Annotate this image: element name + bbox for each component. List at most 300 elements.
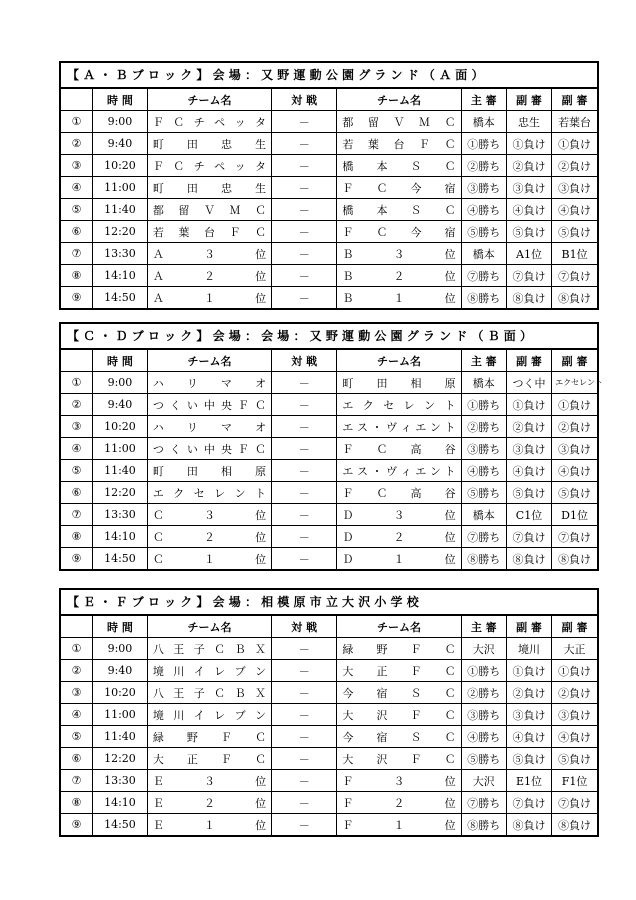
home-team-label: 町 田 忠 生 — [152, 181, 267, 195]
home-team — [147, 243, 271, 265]
match-time: 11:40 — [93, 199, 148, 221]
versus-dash: － — [272, 243, 337, 265]
home-team-label: Ａ ３ 位 — [152, 247, 267, 261]
table-row — [61, 660, 597, 682]
sub-referee-1: ②負け — [506, 682, 551, 704]
away-team — [337, 792, 461, 814]
sub-referee-2: ②負け — [552, 155, 597, 177]
home-team — [147, 526, 271, 548]
home-team-label: 町 田 相 原 — [152, 464, 267, 478]
match-number: ⑧ — [61, 792, 93, 814]
table-row — [61, 526, 597, 548]
home-team — [147, 416, 271, 438]
sub-referee-1: C1位 — [506, 504, 551, 526]
versus-dash: － — [272, 416, 337, 438]
header-no — [61, 89, 93, 111]
match-time: 14:10 — [93, 792, 148, 814]
away-team-label: Ｄ ３ 位 — [342, 508, 456, 522]
table-row — [61, 199, 597, 221]
home-team — [147, 814, 271, 836]
home-team — [147, 133, 271, 155]
match-number: ② — [61, 394, 93, 416]
match-number: ⑧ — [61, 526, 93, 548]
header-sub-ref-1: 副 審 — [506, 89, 551, 111]
main-referee: ④勝ち — [461, 199, 506, 221]
header-away-team: チーム名 — [337, 350, 461, 372]
table-row — [61, 682, 597, 704]
away-team — [337, 221, 461, 243]
table-row — [61, 111, 597, 133]
main-referee: 大沢 — [461, 638, 506, 660]
sub-referee-2: ⑦負け — [552, 792, 597, 814]
home-team-label: つ く い 中 央 Ｆ Ｃ — [152, 442, 267, 456]
home-team — [147, 548, 271, 570]
home-team-label: ハ リ マ オ — [152, 420, 267, 434]
away-team-label: Ｄ １ 位 — [342, 552, 456, 566]
sub-referee-2: ⑤負け — [552, 221, 597, 243]
match-time: 9:00 — [93, 372, 148, 394]
main-referee: 橋本 — [461, 372, 506, 394]
schedule-table — [61, 349, 603, 569]
sub-referee-1: ③負け — [506, 177, 551, 199]
sub-referee-2: ⑤負け — [552, 482, 597, 504]
match-number: ⑨ — [61, 287, 93, 309]
home-team-label: Ｅ １ 位 — [152, 818, 267, 832]
home-team-label: 町 田 忠 生 — [152, 137, 267, 151]
sub-referee-2: ③負け — [552, 177, 597, 199]
header-home-team: チーム名 — [147, 616, 271, 638]
versus-dash: － — [272, 526, 337, 548]
table-row — [61, 438, 597, 460]
sub-referee-1: ②負け — [506, 155, 551, 177]
sub-referee-1: ②負け — [506, 416, 551, 438]
home-team — [147, 438, 271, 460]
home-team-label: Ｃ ２ 位 — [152, 530, 267, 544]
away-team — [337, 438, 461, 460]
match-time: 14:50 — [93, 287, 148, 309]
away-team-label: Ｆ Ｃ 高 谷 — [342, 486, 456, 500]
away-team-label: Ｆ Ｃ 今 宿 — [342, 181, 456, 195]
main-referee: ⑧勝ち — [461, 287, 506, 309]
away-team — [337, 526, 461, 548]
match-number: ⑦ — [61, 243, 93, 265]
home-team-label: Ｆ Ｃ チ ペ ッ タ — [152, 159, 267, 173]
sub-referee-2: ①負け — [552, 133, 597, 155]
match-number: ④ — [61, 177, 93, 199]
main-referee: ②勝ち — [461, 416, 506, 438]
match-time: 11:40 — [93, 460, 148, 482]
main-referee: ⑦勝ち — [461, 265, 506, 287]
header-sub-ref-2: 副 審 — [552, 616, 597, 638]
away-team — [337, 199, 461, 221]
away-team — [337, 243, 461, 265]
header-sub-ref-1: 副 審 — [506, 350, 551, 372]
sub-referee-1: ⑧負け — [506, 287, 551, 309]
home-team-label: 若 葉 台 Ｆ Ｃ — [152, 225, 267, 239]
match-time: 14:50 — [93, 548, 148, 570]
header-sub-ref-2: 副 審 — [552, 89, 597, 111]
match-number: ⑤ — [61, 726, 93, 748]
table-row — [61, 155, 597, 177]
table-row — [61, 287, 597, 309]
match-time: 9:00 — [93, 638, 148, 660]
header-sub-ref-1: 副 審 — [506, 616, 551, 638]
away-team-label: 若 葉 台 Ｆ Ｃ — [342, 137, 456, 151]
away-team-label: Ｂ ３ 位 — [342, 247, 456, 261]
schedule-block — [59, 322, 603, 571]
home-team — [147, 482, 271, 504]
home-team — [147, 638, 271, 660]
header-away-team: チーム名 — [337, 616, 461, 638]
away-team-label: Ｂ ２ 位 — [342, 269, 456, 283]
away-team-label: 町 田 相 原 — [342, 376, 456, 390]
main-referee: 大沢 — [461, 770, 506, 792]
away-team-label: Ｆ Ｃ 今 宿 — [342, 225, 456, 239]
away-team-label: 今 宿 Ｓ Ｃ — [342, 730, 456, 744]
away-team-label: Ｂ １ 位 — [342, 291, 456, 305]
away-team — [337, 177, 461, 199]
header-row — [61, 616, 597, 638]
table-row — [61, 748, 597, 770]
match-number: ⑤ — [61, 199, 93, 221]
away-team — [337, 814, 461, 836]
table-row — [61, 482, 597, 504]
away-team — [337, 287, 461, 309]
sub-referee-2: エクセレント — [552, 372, 597, 394]
versus-dash: － — [272, 792, 337, 814]
home-team-label: ハ リ マ オ — [152, 376, 267, 390]
table-row — [61, 504, 597, 526]
main-referee: ①勝ち — [461, 133, 506, 155]
versus-dash: － — [272, 660, 337, 682]
table-row — [61, 726, 597, 748]
sub-referee-1: ①負け — [506, 660, 551, 682]
home-team-label: Ａ １ 位 — [152, 291, 267, 305]
table-row — [61, 133, 597, 155]
sub-referee-1: ⑧負け — [506, 548, 551, 570]
main-referee: ⑤勝ち — [461, 482, 506, 504]
match-number: ③ — [61, 416, 93, 438]
away-team-label: 都 留 Ｖ Ｍ Ｃ — [342, 115, 456, 129]
match-time: 11:00 — [93, 438, 148, 460]
match-time: 13:30 — [93, 504, 148, 526]
away-team — [337, 460, 461, 482]
versus-dash: － — [272, 155, 337, 177]
sub-referee-1: ④負け — [506, 199, 551, 221]
sub-referee-2: ⑦負け — [552, 526, 597, 548]
match-time: 9:40 — [93, 133, 148, 155]
main-referee: ⑦勝ち — [461, 526, 506, 548]
header-time: 時 間 — [93, 616, 148, 638]
versus-dash: － — [272, 482, 337, 504]
away-team — [337, 682, 461, 704]
match-number: ⑦ — [61, 504, 93, 526]
versus-dash: － — [272, 504, 337, 526]
versus-dash: － — [272, 748, 337, 770]
home-team — [147, 177, 271, 199]
table-row — [61, 792, 597, 814]
away-team-label: エ ス ・ ヴ ィ エ ン ト — [342, 420, 456, 434]
match-number: ① — [61, 638, 93, 660]
table-row — [61, 265, 597, 287]
away-team-label: 橋 本 Ｓ Ｃ — [342, 203, 456, 217]
schedule-block — [59, 588, 599, 837]
main-referee: 橋本 — [461, 111, 506, 133]
schedule-table — [61, 88, 597, 308]
away-team-label: 大 沢 Ｆ Ｃ — [342, 708, 456, 722]
versus-dash: － — [272, 682, 337, 704]
sub-referee-2: D1位 — [552, 504, 597, 526]
away-team-label: 橋 本 Ｓ Ｃ — [342, 159, 456, 173]
home-team-label: 大 正 Ｆ Ｃ — [152, 752, 267, 766]
header-main-ref: 主 審 — [461, 616, 506, 638]
away-team — [337, 748, 461, 770]
away-team — [337, 133, 461, 155]
versus-dash: － — [272, 638, 337, 660]
block-title: 【 Ｅ ・ Ｆ ブ ロ ッ ク 】 会 場 ： 相 模 原 市 立 大 沢 小 学 校 — [61, 590, 597, 615]
main-referee: 橋本 — [461, 243, 506, 265]
home-team-label: Ｃ １ 位 — [152, 552, 267, 566]
match-time: 11:40 — [93, 726, 148, 748]
sub-referee-2: B1位 — [552, 243, 597, 265]
home-team-label: Ｅ ３ 位 — [152, 774, 267, 788]
away-team-label: エ ク セ レ ン ト — [342, 398, 456, 412]
away-team — [337, 704, 461, 726]
match-number: ⑦ — [61, 770, 93, 792]
away-team-label: Ｆ ３ 位 — [342, 774, 456, 788]
match-number: ⑤ — [61, 460, 93, 482]
match-time: 12:20 — [93, 482, 148, 504]
home-team — [147, 155, 271, 177]
home-team — [147, 704, 271, 726]
table-row — [61, 770, 597, 792]
home-team-label: Ｃ ３ 位 — [152, 508, 267, 522]
versus-dash: － — [272, 177, 337, 199]
sub-referee-2: ①負け — [552, 394, 597, 416]
table-row — [61, 221, 597, 243]
versus-dash: － — [272, 221, 337, 243]
sub-referee-1: ①負け — [506, 133, 551, 155]
match-number: ⑥ — [61, 221, 93, 243]
home-team — [147, 770, 271, 792]
match-time: 13:30 — [93, 770, 148, 792]
home-team — [147, 221, 271, 243]
away-team — [337, 155, 461, 177]
match-time: 9:00 — [93, 111, 148, 133]
header-away-team: チーム名 — [337, 89, 461, 111]
header-vs: 対 戦 — [272, 89, 337, 111]
home-team — [147, 394, 271, 416]
table-row — [61, 704, 597, 726]
main-referee: ②勝ち — [461, 155, 506, 177]
sub-referee-1: ③負け — [506, 704, 551, 726]
sub-referee-2: ⑧負け — [552, 287, 597, 309]
away-team — [337, 660, 461, 682]
away-team-label: 大 正 Ｆ Ｃ — [342, 664, 456, 678]
away-team-label: Ｆ Ｃ 高 谷 — [342, 442, 456, 456]
home-team — [147, 460, 271, 482]
home-team — [147, 660, 271, 682]
main-referee: ②勝ち — [461, 682, 506, 704]
match-number: ⑧ — [61, 265, 93, 287]
table-row — [61, 416, 597, 438]
home-team-label: 八 王 子 Ｃ Ｂ Ｘ — [152, 686, 267, 700]
home-team-label: 境 川 イ レ ブ ン — [152, 708, 267, 722]
away-team — [337, 770, 461, 792]
main-referee: ⑦勝ち — [461, 792, 506, 814]
away-team — [337, 394, 461, 416]
home-team-label: エ ク セ レ ン ト — [152, 486, 267, 500]
main-referee: ③勝ち — [461, 438, 506, 460]
sub-referee-1: ③負け — [506, 438, 551, 460]
away-team-label: Ｆ ２ 位 — [342, 796, 456, 810]
sub-referee-2: ③負け — [552, 438, 597, 460]
away-team-label: 今 宿 Ｓ Ｃ — [342, 686, 456, 700]
away-team — [337, 482, 461, 504]
match-number: ① — [61, 372, 93, 394]
versus-dash: － — [272, 287, 337, 309]
table-row — [61, 177, 597, 199]
home-team-label: 緑 野 Ｆ Ｃ — [152, 730, 267, 744]
away-team — [337, 504, 461, 526]
match-time: 13:30 — [93, 243, 148, 265]
main-referee: ④勝ち — [461, 726, 506, 748]
home-team — [147, 287, 271, 309]
home-team — [147, 748, 271, 770]
away-team-label: Ｆ １ 位 — [342, 818, 456, 832]
header-home-team: チーム名 — [147, 89, 271, 111]
sub-referee-2: ②負け — [552, 416, 597, 438]
sub-referee-1: 境川 — [506, 638, 551, 660]
match-time: 9:40 — [93, 394, 148, 416]
match-number: ⑥ — [61, 482, 93, 504]
versus-dash: － — [272, 133, 337, 155]
main-referee: ⑤勝ち — [461, 748, 506, 770]
home-team-label: つ く い 中 央 Ｆ Ｃ — [152, 398, 267, 412]
sub-referee-2: ③負け — [552, 704, 597, 726]
main-referee: ①勝ち — [461, 394, 506, 416]
match-time: 14:10 — [93, 526, 148, 548]
sub-referee-1: E1位 — [506, 770, 551, 792]
sub-referee-2: ⑤負け — [552, 748, 597, 770]
home-team-label: Ｅ ２ 位 — [152, 796, 267, 810]
header-time: 時 間 — [93, 350, 148, 372]
sub-referee-1: ⑤負け — [506, 482, 551, 504]
main-referee: ③勝ち — [461, 177, 506, 199]
away-team — [337, 638, 461, 660]
table-row — [61, 548, 597, 570]
sub-referee-1: ⑤負け — [506, 221, 551, 243]
sub-referee-2: F1位 — [552, 770, 597, 792]
sub-referee-2: ④負け — [552, 460, 597, 482]
match-number: ④ — [61, 438, 93, 460]
block-title: 【 Ａ ・ Ｂ ブ ロ ッ ク 】 会 場 ： 又 野 運 動 公 園 グ ラ ン ド （ Ａ 面 ） — [61, 63, 597, 88]
home-team — [147, 372, 271, 394]
match-number: ⑥ — [61, 748, 93, 770]
match-number: ⑨ — [61, 814, 93, 836]
home-team — [147, 726, 271, 748]
header-time: 時 間 — [93, 89, 148, 111]
home-team — [147, 792, 271, 814]
match-time: 11:00 — [93, 704, 148, 726]
schedule-block — [59, 61, 599, 310]
sub-referee-1: ①負け — [506, 394, 551, 416]
main-referee: ①勝ち — [461, 660, 506, 682]
header-vs: 対 戦 — [272, 616, 337, 638]
table-row — [61, 394, 597, 416]
home-team — [147, 111, 271, 133]
sub-referee-2: ④負け — [552, 199, 597, 221]
header-main-ref: 主 審 — [461, 350, 506, 372]
table-row — [61, 372, 597, 394]
versus-dash: － — [272, 460, 337, 482]
away-team-label: Ｄ ２ 位 — [342, 530, 456, 544]
home-team-label: 境 川 イ レ ブ ン — [152, 664, 267, 678]
versus-dash: － — [272, 726, 337, 748]
main-referee: ③勝ち — [461, 704, 506, 726]
match-number: ③ — [61, 682, 93, 704]
header-row — [61, 89, 597, 111]
versus-dash: － — [272, 265, 337, 287]
sub-referee-2: 若葉台 — [552, 111, 597, 133]
away-team — [337, 265, 461, 287]
sub-referee-2: ⑧負け — [552, 814, 597, 836]
header-no — [61, 350, 93, 372]
away-team-label: 緑 野 Ｆ Ｃ — [342, 642, 456, 656]
away-team — [337, 372, 461, 394]
header-home-team: チーム名 — [147, 350, 271, 372]
versus-dash: － — [272, 111, 337, 133]
versus-dash: － — [272, 438, 337, 460]
match-time: 14:10 — [93, 265, 148, 287]
sub-referee-1: ④負け — [506, 460, 551, 482]
sub-referee-2: 大正 — [552, 638, 597, 660]
sub-referee-2: ⑧負け — [552, 548, 597, 570]
table-row — [61, 243, 597, 265]
main-referee: ⑧勝ち — [461, 814, 506, 836]
table-row — [61, 638, 597, 660]
match-number: ⑨ — [61, 548, 93, 570]
main-referee: ⑤勝ち — [461, 221, 506, 243]
sub-referee-1: ⑧負け — [506, 814, 551, 836]
block-title: 【 Ｃ ・ Ｄ ブ ロ ッ ク 】 会 場 ： 会 場 ： 又 野 運 動 公 園 グ ラ ン ド （ Ｂ 面 ） — [61, 324, 597, 349]
sub-referee-1: ⑦負け — [506, 792, 551, 814]
table-row — [61, 814, 597, 836]
table-row — [61, 460, 597, 482]
header-sub-ref-2: 副 審 — [552, 350, 597, 372]
match-time: 12:20 — [93, 748, 148, 770]
match-number: ① — [61, 111, 93, 133]
home-team-label: 都 留 Ｖ Ｍ Ｃ — [152, 203, 267, 217]
home-team — [147, 504, 271, 526]
match-number: ② — [61, 133, 93, 155]
versus-dash: － — [272, 394, 337, 416]
header-vs: 対 戦 — [272, 350, 337, 372]
away-team — [337, 548, 461, 570]
sub-referee-1: 忠生 — [506, 111, 551, 133]
home-team — [147, 682, 271, 704]
header-no — [61, 616, 93, 638]
versus-dash: － — [272, 770, 337, 792]
header-row — [61, 350, 597, 372]
home-team-label: Ａ ２ 位 — [152, 269, 267, 283]
sub-referee-1: A1位 — [506, 243, 551, 265]
versus-dash: － — [272, 814, 337, 836]
main-referee: 橋本 — [461, 504, 506, 526]
versus-dash: － — [272, 704, 337, 726]
sub-referee-2: ①負け — [552, 660, 597, 682]
schedule-table — [61, 615, 597, 835]
